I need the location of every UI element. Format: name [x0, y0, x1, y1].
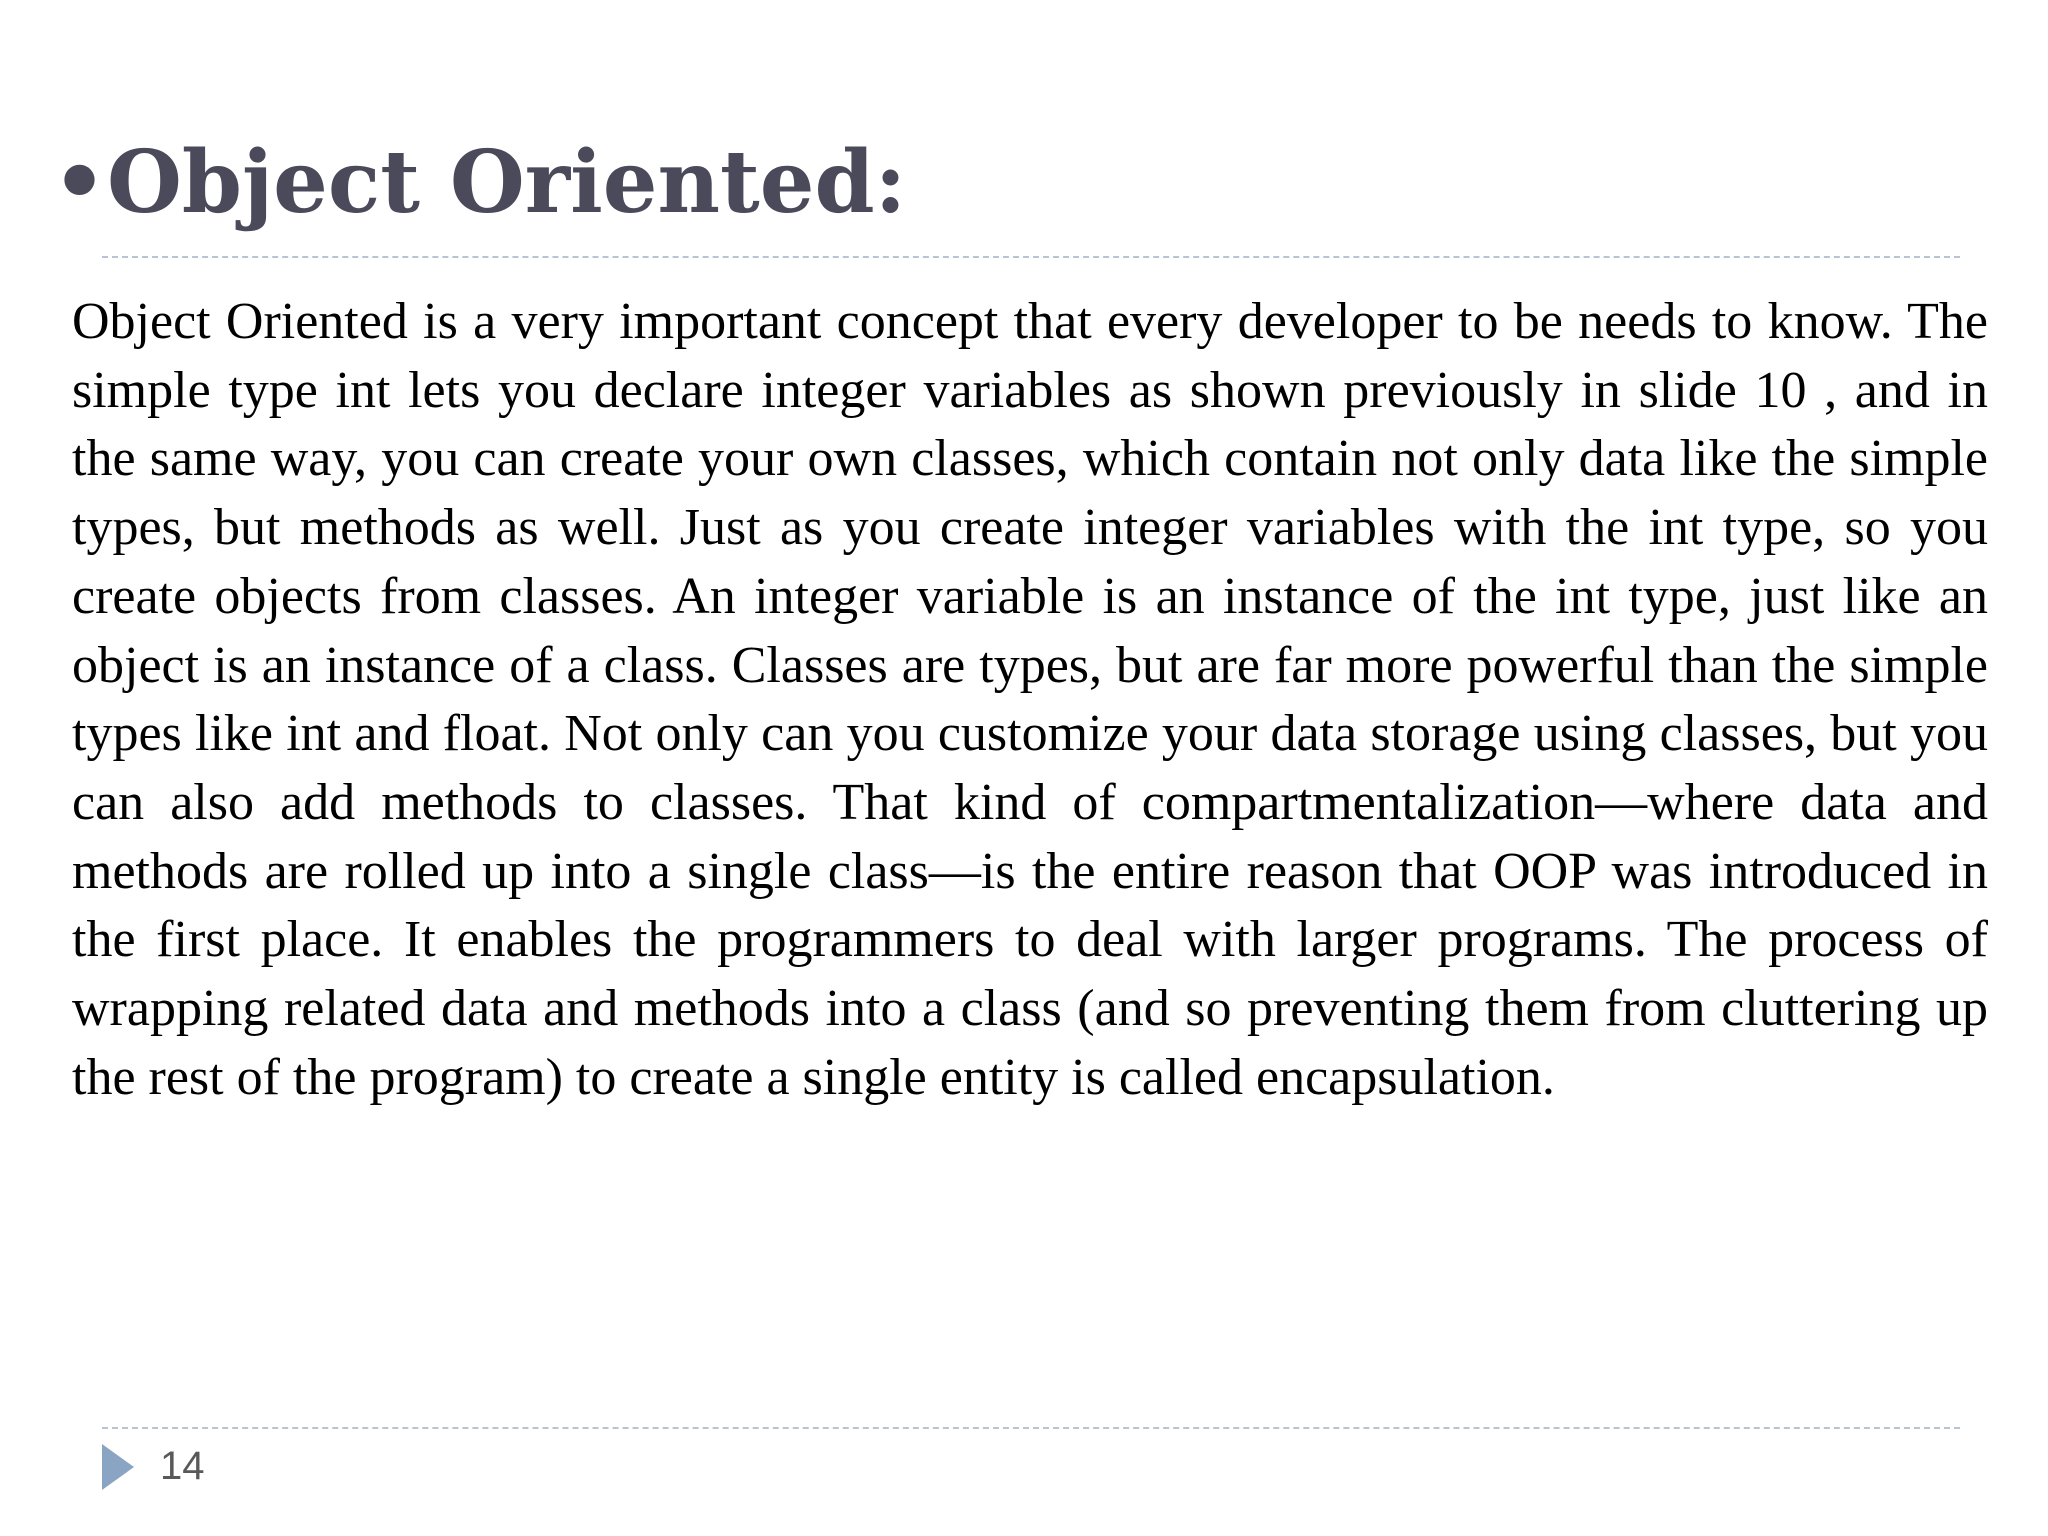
- slide-title: •Object Oriented:: [52, 132, 907, 233]
- slide-body-text: Object Oriented is a very important concept that every developer to be needs to know. The simple type int lets you declare integer variables as shown previously in slide 10 , and in the same way, you can create your own classes, which contain not only data like the simple types, but methods as well. Just as you create integer variables with the int type, so you create objects from classes. An integer variable is an instance of the int type, just like an object is an instance of a class. Classes are types, but are far more powerful than the simple types like int and float. Not only can you customize your data storage using classes, but you can also add methods to classes. That kind of compartmentalization—where data and methods are rolled up into a single class—is the entire reason that OOP was introduced in the first place. It enables the programmers to deal with larger programs. The process of wrapping related data and methods into a class (and so preventing them from cluttering up the rest of the program) to create a single entity is called encapsulation.: [72, 293, 1988, 1106]
- triangle-right-icon: [102, 1444, 134, 1490]
- page-number: 14: [160, 1444, 205, 1488]
- title-divider: [102, 256, 1960, 258]
- footer-divider: [102, 1427, 1960, 1429]
